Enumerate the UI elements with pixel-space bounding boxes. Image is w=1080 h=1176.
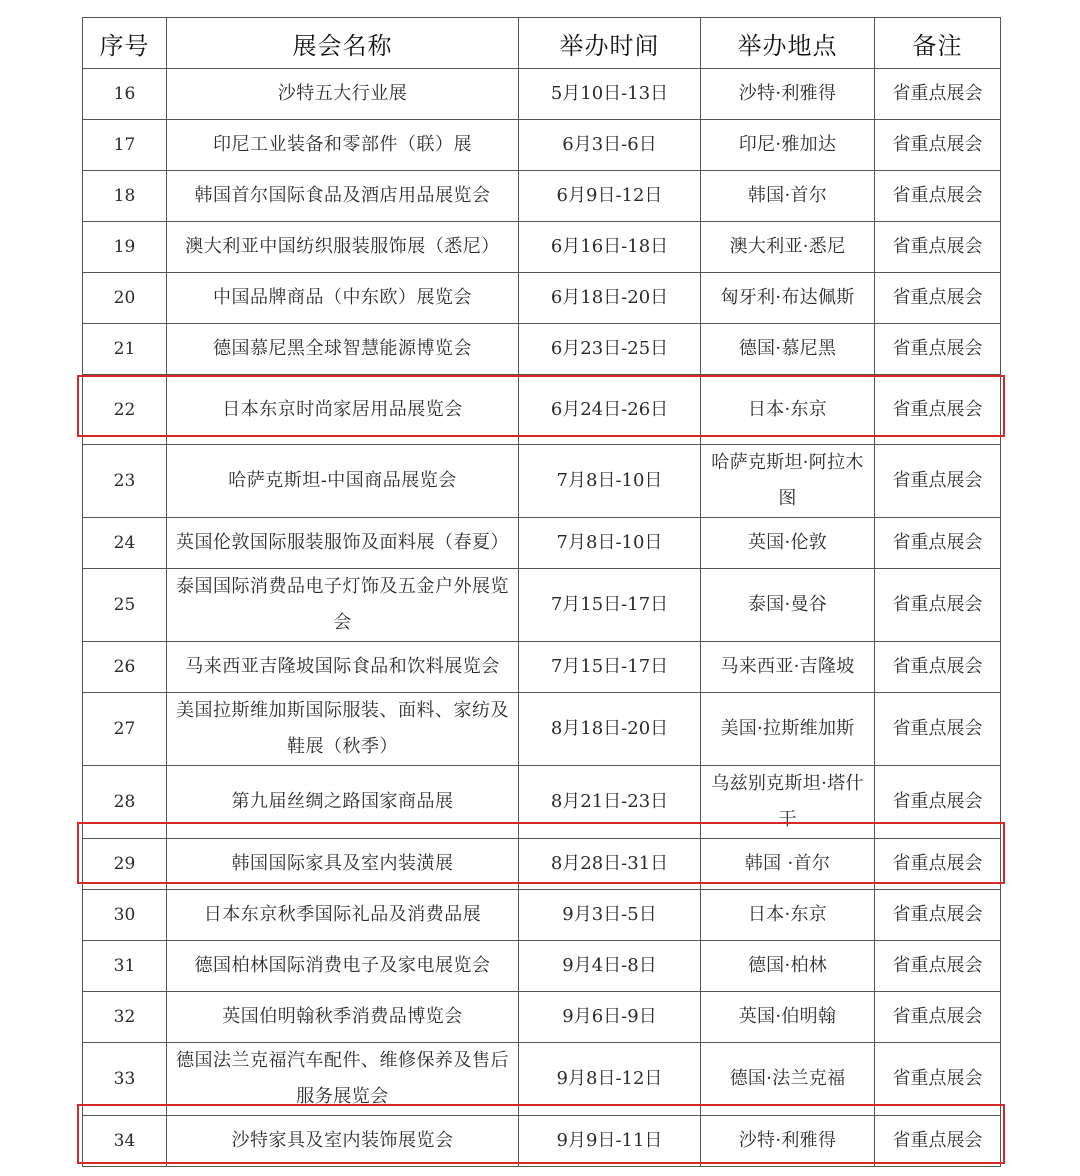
row-no: 25: [83, 569, 167, 642]
header-name: 展会名称: [167, 18, 519, 69]
row-name: 沙特五大行业展: [167, 69, 519, 120]
table-row: [83, 445, 1001, 518]
row-place: 德国·法兰克福: [701, 1043, 875, 1116]
row-note: 省重点展会: [875, 992, 1001, 1043]
row-date: 6月18日-20日: [519, 273, 701, 324]
row-place: 哈萨克斯坦·阿拉木图: [701, 445, 875, 518]
exhibition-table: [82, 17, 1001, 1167]
table-row: [83, 171, 1001, 222]
row-note: 省重点展会: [875, 569, 1001, 642]
row-name: 沙特家具及室内装饰展览会: [167, 1116, 519, 1167]
row-no: 19: [83, 222, 167, 273]
row-place: 韩国·首尔: [701, 171, 875, 222]
row-place: 印尼·雅加达: [701, 120, 875, 171]
row-note: 省重点展会: [875, 642, 1001, 693]
table-row: [83, 941, 1001, 992]
row-note: 省重点展会: [875, 1043, 1001, 1116]
table-header-row: [83, 18, 1001, 69]
row-note: 省重点展会: [875, 273, 1001, 324]
row-note: 省重点展会: [875, 890, 1001, 941]
row-no: 18: [83, 171, 167, 222]
table-row: [83, 273, 1001, 324]
row-note: 省重点展会: [875, 171, 1001, 222]
row-date: 9月6日-9日: [519, 992, 701, 1043]
row-note: 省重点展会: [875, 120, 1001, 171]
header-no: 序号: [83, 18, 167, 69]
table-row: [83, 324, 1001, 375]
row-no: 29: [83, 839, 167, 890]
row-note: 省重点展会: [875, 766, 1001, 839]
row-name: 英国伯明翰秋季消费品博览会: [167, 992, 519, 1043]
row-name: 美国拉斯维加斯国际服装、面料、家纺及鞋展（秋季）: [167, 693, 519, 766]
row-no: 32: [83, 992, 167, 1043]
row-date: 6月3日-6日: [519, 120, 701, 171]
row-no: 16: [83, 69, 167, 120]
row-date: 6月23日-25日: [519, 324, 701, 375]
row-no: 22: [83, 375, 167, 445]
table-row: [83, 222, 1001, 273]
row-name: 马来西亚吉隆坡国际食品和饮料展览会: [167, 642, 519, 693]
row-date: 7月8日-10日: [519, 445, 701, 518]
row-place: 美国·拉斯维加斯: [701, 693, 875, 766]
exhibition-schedule: [82, 17, 1000, 1167]
row-place: 乌兹别克斯坦·塔什干: [701, 766, 875, 839]
row-note: 省重点展会: [875, 324, 1001, 375]
row-date: 8月21日-23日: [519, 766, 701, 839]
row-place: 德国·慕尼黑: [701, 324, 875, 375]
row-place: 泰国·曼谷: [701, 569, 875, 642]
header-note: 备注: [875, 18, 1001, 69]
table-row: [83, 375, 1001, 445]
row-date: 9月3日-5日: [519, 890, 701, 941]
row-date: 7月15日-17日: [519, 569, 701, 642]
row-no: 20: [83, 273, 167, 324]
row-date: 6月16日-18日: [519, 222, 701, 273]
table-row: [83, 992, 1001, 1043]
row-no: 33: [83, 1043, 167, 1116]
row-name: 中国品牌商品（中东欧）展览会: [167, 273, 519, 324]
row-date: 7月8日-10日: [519, 518, 701, 569]
row-name: 日本东京时尚家居用品展览会: [167, 375, 519, 445]
row-date: 8月28日-31日: [519, 839, 701, 890]
table-row: [83, 693, 1001, 766]
row-date: 9月9日-11日: [519, 1116, 701, 1167]
table-row: [83, 69, 1001, 120]
table-row: [83, 1116, 1001, 1167]
table-row: [83, 518, 1001, 569]
row-name: 德国法兰克福汽车配件、维修保养及售后服务展览会: [167, 1043, 519, 1116]
row-place: 德国·柏林: [701, 941, 875, 992]
row-note: 省重点展会: [875, 518, 1001, 569]
row-place: 匈牙利·布达佩斯: [701, 273, 875, 324]
table-row: [83, 569, 1001, 642]
row-no: 34: [83, 1116, 167, 1167]
row-name: 泰国国际消费品电子灯饰及五金户外展览会: [167, 569, 519, 642]
row-date: 6月24日-26日: [519, 375, 701, 445]
row-date: 7月15日-17日: [519, 642, 701, 693]
row-place: 英国·伦敦: [701, 518, 875, 569]
row-note: 省重点展会: [875, 375, 1001, 445]
row-note: 省重点展会: [875, 69, 1001, 120]
table-row: [83, 1043, 1001, 1116]
row-note: 省重点展会: [875, 1116, 1001, 1167]
header-place: 举办地点: [701, 18, 875, 69]
row-note: 省重点展会: [875, 839, 1001, 890]
table-row: [83, 766, 1001, 839]
row-note: 省重点展会: [875, 445, 1001, 518]
row-place: 英国·伯明翰: [701, 992, 875, 1043]
table-row: [83, 642, 1001, 693]
row-no: 24: [83, 518, 167, 569]
row-name: 韩国首尔国际食品及酒店用品展览会: [167, 171, 519, 222]
row-no: 28: [83, 766, 167, 839]
row-date: 9月4日-8日: [519, 941, 701, 992]
row-no: 26: [83, 642, 167, 693]
row-no: 17: [83, 120, 167, 171]
row-place: 澳大利亚·悉尼: [701, 222, 875, 273]
row-place: 日本·东京: [701, 890, 875, 941]
header-date: 举办时间: [519, 18, 701, 69]
row-name: 韩国国际家具及室内装潢展: [167, 839, 519, 890]
row-date: 6月9日-12日: [519, 171, 701, 222]
table-row: [83, 120, 1001, 171]
row-place: 马来西亚·吉隆坡: [701, 642, 875, 693]
row-date: 8月18日-20日: [519, 693, 701, 766]
row-date: 5月10日-13日: [519, 69, 701, 120]
row-name: 哈萨克斯坦-中国商品展览会: [167, 445, 519, 518]
row-name: 德国慕尼黑全球智慧能源博览会: [167, 324, 519, 375]
table-row: [83, 839, 1001, 890]
table-row: [83, 890, 1001, 941]
row-name: 日本东京秋季国际礼品及消费品展: [167, 890, 519, 941]
row-date: 9月8日-12日: [519, 1043, 701, 1116]
row-place: 韩国 ·首尔: [701, 839, 875, 890]
row-name: 英国伦敦国际服装服饰及面料展（春夏）: [167, 518, 519, 569]
row-name: 第九届丝绸之路国家商品展: [167, 766, 519, 839]
row-no: 30: [83, 890, 167, 941]
row-note: 省重点展会: [875, 222, 1001, 273]
row-no: 21: [83, 324, 167, 375]
row-place: 沙特·利雅得: [701, 1116, 875, 1167]
row-name: 印尼工业装备和零部件（联）展: [167, 120, 519, 171]
row-place: 沙特·利雅得: [701, 69, 875, 120]
row-no: 23: [83, 445, 167, 518]
row-no: 27: [83, 693, 167, 766]
row-name: 澳大利亚中国纺织服装服饰展（悉尼）: [167, 222, 519, 273]
row-no: 31: [83, 941, 167, 992]
row-note: 省重点展会: [875, 941, 1001, 992]
row-place: 日本·东京: [701, 375, 875, 445]
row-note: 省重点展会: [875, 693, 1001, 766]
row-name: 德国柏林国际消费电子及家电展览会: [167, 941, 519, 992]
